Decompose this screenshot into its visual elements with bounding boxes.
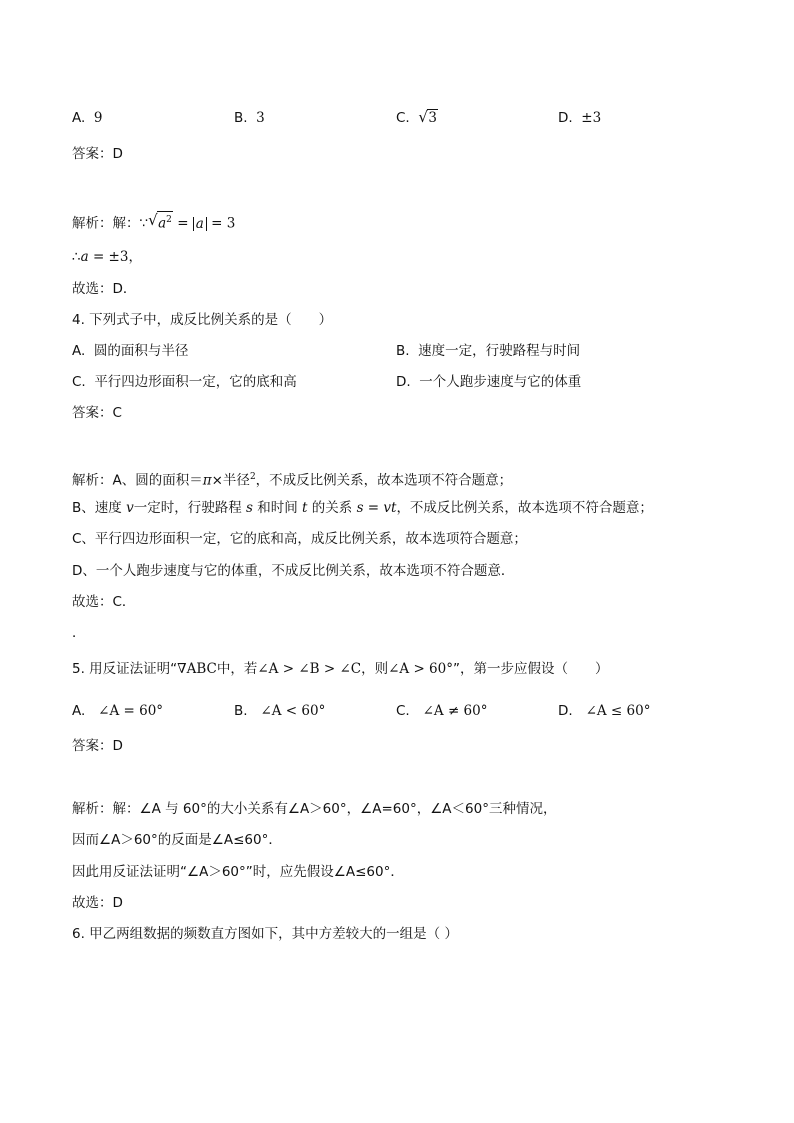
q4-analysis-c: C、平行四边形面积一定，它的底和高，成反比例关系，故本选项符合题意； [72,531,527,547]
option-letter: B. [234,703,248,719]
q5-analysis-1: 解析：解：∠A 与 60°的大小关系有∠A＞60°，∠A=60°，∠A＜60°三种情况， [72,801,557,817]
q3-option-a [72,108,102,128]
sqrt-expression: √ $a^2$ [148,211,172,232]
pi-symbol: π [202,472,212,489]
option-text: 平行四边形面积一定，它的底和高 [94,374,297,390]
variable-a: a [158,215,167,232]
option-letter: A. [72,703,86,719]
q4-option-a [72,341,188,361]
sqrt-expression: √ 3 [418,108,437,126]
analysis-text: 解析：A、圆的面积＝ [72,472,203,489]
option-text: ∠A < 60° [260,703,326,719]
option-text: 3 [256,110,265,126]
q3-option-d [558,108,601,128]
therefore-symbol: ∴ [72,249,81,265]
analysis-text: ，不成反比例关系，故本选项不符合题意； [396,500,653,516]
option-letter: B. [234,110,248,126]
q4-question: 4. 下列式子中，成反比例关系的是（ ） [72,312,333,328]
q5-option-c [396,701,487,721]
variable-s: s [246,500,253,516]
option-text: 一个人跑步速度与它的体重 [419,374,582,390]
q5-option-d [558,701,650,721]
stray-dot: ． [72,625,86,641]
equals-three: = 3 [211,215,236,232]
option-letter: D. [558,110,573,126]
option-text: ∠A ≤ 60° [585,703,651,719]
exponent: 2 [249,472,256,482]
option-letter: C. [72,374,86,390]
option-letter: C. [396,110,410,126]
option-letter: A. [72,110,86,126]
analysis-text: ，不成反比例关系，故本选项不符合题意； [255,472,513,489]
q5-answer: 答案：D [72,738,123,754]
option-letter: C. [396,703,410,719]
variable-v: v [126,500,134,516]
option-letter: D. [558,703,573,719]
option-text: ∠A = 60° [98,703,164,719]
option-text: ∠A ≠ 60° [422,703,488,719]
question-text: 中，若 [216,661,258,677]
q3-conclusion: 故选：D． [72,281,137,297]
option-letter: A. [72,343,86,359]
option-text: 9 [93,110,103,126]
variable-a: a [80,249,89,265]
analysis-text: 一定时，行驶路程 [133,500,242,516]
absolute-value [193,217,207,231]
q4-conclusion: 故选：C． [72,594,136,610]
option-text: 圆的面积与半径 [93,343,189,359]
analysis-text: 的关系 [311,500,353,516]
question-text: ”，第一步应假设（ ） [452,661,609,677]
q5-option-b [234,701,325,721]
analysis-text: B、速度 [72,500,122,516]
triangle-abc: ∇ABC [177,661,217,677]
q4-option-d [396,372,581,392]
q5-option-a [72,701,163,721]
q4-analysis-d: D、一个人跑步速度与它的体重，不成反比例关系，故本选项不符合题意． [72,563,515,579]
q3-option-c [396,108,438,128]
q4-option-b [396,341,580,361]
q4-analysis-b [72,498,653,518]
q4-answer: 答案：C [72,405,122,421]
analysis-text: 和时间 [257,500,298,516]
analysis-prefix: 解析：解：∵ [72,215,149,232]
q6-question: 6. 甲乙两组数据的频数直方图如下，其中方差较大的一组是（ ） [72,926,458,942]
option-text: 3 [428,110,437,126]
q5-question [72,659,608,679]
q4-option-c [72,372,297,392]
formula: s = vt [356,500,397,516]
q5-conclusion: 故选：D [72,895,123,911]
q5-analysis-3: 因此用反证法证明“∠A＞60°”时，应先假设∠A≤60°． [72,864,404,880]
step2-rest: = ±3， [88,249,142,265]
question-text: ，则 [361,661,389,677]
equals-sign: = [177,215,189,232]
exponent: 2 [166,215,172,225]
variable-a: a [195,215,204,232]
option-text: ±3 [581,110,602,126]
q3-option-b [234,108,265,128]
q3-analysis [72,211,235,234]
option-text: 速度一定，行驶路程与时间 [418,343,581,359]
q3-step2 [72,247,142,267]
analysis-text: ×半径 [211,472,250,489]
variable-t: t [302,500,308,516]
q4-analysis-a [72,467,512,491]
option-letter: D. [396,374,411,390]
question-text: 5. 用反证法证明“ [72,661,178,677]
condition-expression: ∠A > ∠B > ∠C [257,661,362,677]
q5-analysis-2: 因而∠A＞60°的反面是∠A≤60°． [72,832,282,848]
option-letter: B. [396,343,410,359]
q3-answer: 答案：D [72,146,123,162]
conclusion-expression: ∠A > 60° [388,661,453,677]
